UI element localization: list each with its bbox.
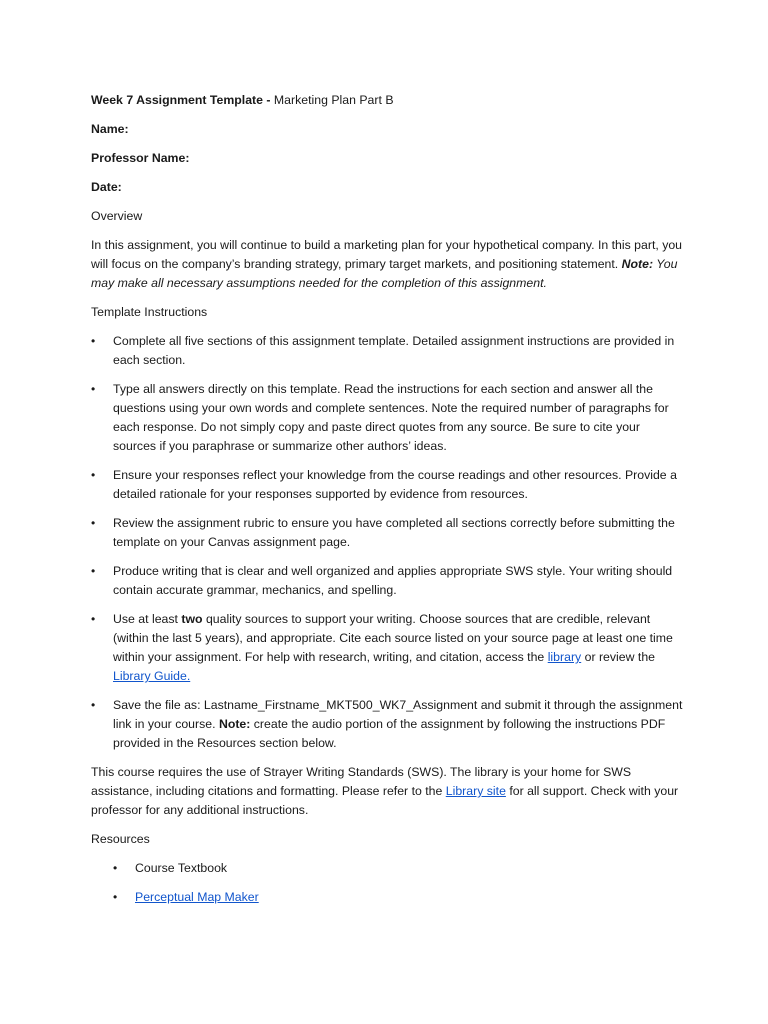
bullet-icon: • — [91, 612, 96, 626]
instructions-list — [91, 332, 683, 753]
list-item-save — [91, 696, 683, 753]
bullet-icon: • — [91, 698, 96, 712]
perceptual-map-maker-link[interactable]: Perceptual Map Maker — [135, 890, 259, 904]
overview-heading: Overview — [91, 209, 143, 223]
note-label: Note: — [621, 257, 654, 271]
sws-text-2: for all support. Check with your professor for any additional instructions. — [91, 784, 679, 817]
list-item-text: Review the assignment rubric to ensure you have completed all sections correctly before submitting the template on your Canvas assignment page. — [113, 516, 675, 549]
sws-text-1: This course requires the use of Strayer Writing Standards (SWS). The library is your home for SWS assistance, including citations and formatting. Please refer to the — [91, 765, 632, 798]
professor-field — [91, 149, 683, 168]
title-bold: Week 7 Assignment Template - — [91, 93, 274, 107]
resource-item — [91, 888, 683, 907]
list-item — [91, 380, 683, 456]
bullet-icon: • — [113, 890, 118, 904]
resource-item — [91, 859, 683, 878]
document-body — [91, 91, 683, 917]
sources-text-3: or review the — [581, 650, 655, 664]
professor-label: Professor Name: — [91, 151, 190, 165]
bullet-icon: • — [91, 516, 96, 530]
list-item-sources — [91, 610, 683, 686]
bullet-icon: • — [91, 564, 96, 578]
overview-paragraph — [91, 236, 683, 293]
list-item-text: Complete all five sections of this assignment template. Detailed assignment instructions are provided in each section. — [113, 334, 675, 367]
name-field — [91, 120, 683, 139]
list-item-text: Ensure your responses reflect your knowledge from the course readings and other resources. Provide a detailed rationale for your responses supported by evidence from resources. — [113, 468, 677, 501]
list-item — [91, 466, 683, 504]
date-label: Date: — [91, 180, 122, 194]
document-title — [91, 91, 683, 110]
resources-list — [91, 859, 683, 907]
name-label: Name: — [91, 122, 129, 136]
sources-text-1: Use at least — [113, 612, 182, 626]
list-item — [91, 562, 683, 600]
save-text-1: Save the file as: Lastname_Firstname_MKT500_WK7_Assignment and submit it through the assignment link in your course. — [113, 698, 683, 731]
bullet-icon: • — [91, 468, 96, 482]
library-link[interactable]: library — [547, 650, 582, 664]
sources-bold: two — [181, 612, 203, 626]
resources-heading: Resources — [91, 832, 150, 846]
save-note-label: Note: — [218, 717, 251, 731]
bullet-icon: • — [91, 382, 96, 396]
overview-text: In this assignment, you will continue to build a marketing plan for your hypothetical company. In this part, you will focus on the company’s branding strategy, primary target markets, and positioning statement. — [91, 238, 683, 271]
list-item-text: Produce writing that is clear and well organized and applies appropriate SWS style. Your writing should contain accurate grammar, mechanics, and spelling. — [113, 564, 673, 597]
resource-text: Course Textbook — [135, 861, 228, 875]
date-field — [91, 178, 683, 197]
library-site-link[interactable]: Library site — [445, 784, 506, 798]
bullet-icon: • — [91, 334, 96, 348]
list-item-text: Type all answers directly on this template. Read the instructions for each section and answer all the questions using your own words and complete sentences. Note the required number of paragraphs for each response. Do not simply copy and paste direct quotes from any source. Be sure to cite your sources if you paraphrase or summarize other authors’ ideas. — [113, 382, 669, 453]
bullet-icon: • — [113, 861, 118, 875]
library-guide-link[interactable]: Library Guide. — [113, 669, 191, 683]
title-rest: Marketing Plan Part B — [273, 93, 394, 107]
note-text: You may make all necessary assumptions needed for the completion of this assignment. — [91, 257, 678, 290]
save-text-2: create the audio portion of the assignment by following the instructions PDF provided in the Resources section below. — [113, 717, 666, 750]
list-item — [91, 514, 683, 552]
sources-text-2: quality sources to support your writing. Choose sources that are credible, relevant (within the last 5 years), and appropriate. Cite each source listed on your source page at least one time within your assignment. For help with research, writing, and citation, access the — [113, 612, 673, 664]
sws-paragraph — [91, 763, 683, 820]
template-instructions-heading: Template Instructions — [91, 305, 208, 319]
list-item — [91, 332, 683, 370]
